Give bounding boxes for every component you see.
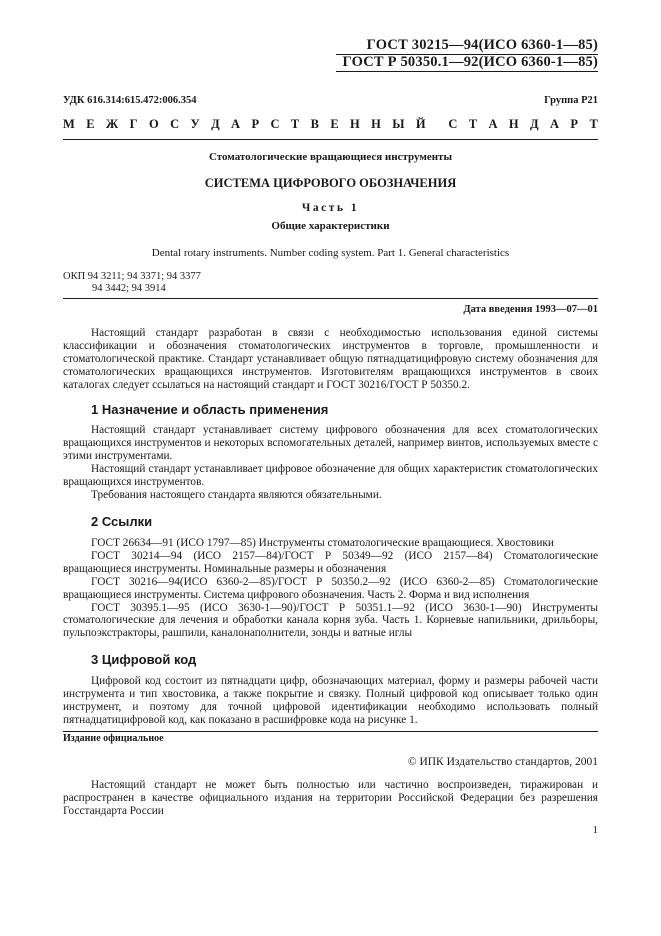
banner-letter: В bbox=[310, 117, 319, 131]
reproduction-notice bbox=[63, 779, 598, 818]
banner-letter: О bbox=[148, 117, 159, 131]
banner-letter: Д bbox=[211, 117, 220, 131]
official-edition-label: Издание официальное bbox=[63, 733, 164, 744]
classification-row bbox=[63, 95, 598, 106]
section-1-paragraph: Настоящий стандарт устанавливает систему цифрового обозначения для всех стоматологических вращающихся инструментов и некоторых вспомогательных деталей, например винтов, используемых вместе с этими инструментами. bbox=[63, 424, 598, 462]
effective-date: Дата введения 1993—07—01 bbox=[463, 304, 598, 315]
banner-letter: А bbox=[231, 117, 241, 131]
banner-letter: М bbox=[63, 117, 75, 131]
english-title: Dental rotary instruments. Number coding system. Part 1. General characteristics bbox=[151, 247, 510, 259]
part-number: Часть 1 bbox=[301, 202, 360, 214]
banner-letter: Ж bbox=[105, 117, 119, 131]
banner-letter: А bbox=[550, 117, 560, 131]
reproduction-paragraph: Настоящий стандарт не может быть полностью или частично воспроизведен, тиражирован и распространен в качестве официального издания на территории Российской Федерации без разрешения Госстандарта России bbox=[63, 779, 598, 817]
introduction bbox=[63, 327, 598, 392]
okp-codes bbox=[63, 271, 201, 295]
banner-letter: С bbox=[170, 117, 180, 131]
banner-letter: Т bbox=[589, 117, 598, 131]
banner-letter: Н bbox=[371, 117, 381, 131]
banner-letter: Е bbox=[86, 117, 95, 131]
standard-code-secondary: ГОСТ Р 50350.1—92(ИСО 6360-1—85) bbox=[342, 54, 598, 70]
banner-letter: Д bbox=[530, 117, 539, 131]
banner-letter: Е bbox=[330, 117, 339, 131]
okp-line-2: 94 3442; 94 3914 bbox=[92, 283, 166, 294]
banner-letter: Ы bbox=[392, 117, 405, 131]
reference-item: ГОСТ 30214—94 (ИСО 2157—84)/ГОСТ Р 50349—92 (ИСО 2157—84) Стоматологические вращающиеся инструменты. Номинальные размеры и обозначения bbox=[63, 549, 598, 575]
section-1-body bbox=[63, 424, 598, 501]
standard-code-rule bbox=[336, 54, 598, 55]
banner-letter: С bbox=[448, 117, 458, 131]
standard-code-primary: ГОСТ 30215—94(ИСО 6360-1—85) bbox=[366, 37, 598, 53]
section-3-body bbox=[63, 675, 598, 727]
date-rule bbox=[63, 298, 598, 299]
reference-item: ГОСТ 26634—91 (ИСО 1797—85) Инструменты стоматологические вращающиеся. Хвостовики bbox=[91, 537, 554, 549]
section-1-paragraph: Настоящий стандарт устанавливает цифровое обозначение для общих характеристик стоматологических вращающихся инструментов. bbox=[63, 462, 598, 488]
official-rule bbox=[63, 731, 598, 732]
banner-letter: Т bbox=[290, 117, 300, 131]
banner-letter: Г bbox=[129, 117, 138, 131]
banner-letter: Т bbox=[468, 117, 478, 131]
banner-letter: Р bbox=[570, 117, 579, 131]
standard-code-rule bbox=[336, 71, 598, 72]
section-3-paragraph: Цифровой код состоит из пятнадцати цифр, обозначающих материал, форму и размеры рабочей части инструмента и тип хвостовика, а также покрытие и связку. Полный цифровой код описывает только один инструмент, и поэтому для точной цифровой идентификации необходимо использовать полный пятнадцатицифровой код, как показано в расшифровке кода на рисунке 1. bbox=[63, 675, 598, 726]
group-code: Группа Р21 bbox=[544, 95, 598, 106]
section-2-body bbox=[63, 537, 598, 640]
banner-letter: С bbox=[270, 117, 280, 131]
banner-rule bbox=[63, 139, 598, 140]
banner-letter: Р bbox=[251, 117, 260, 131]
document-subject: Стоматологические вращающиеся инструменты bbox=[208, 151, 453, 163]
udk-code: УДК 616.314:615.472:006.354 bbox=[63, 95, 197, 106]
banner-letter: У bbox=[190, 117, 200, 131]
okp-line-1: ОКП 94 3211; 94 3371; 94 3377 bbox=[63, 271, 201, 282]
copyright-notice: © ИПК Издательство стандартов, 2001 bbox=[407, 756, 598, 768]
section-1-heading: 1 Назначение и область применения bbox=[91, 402, 329, 417]
banner-letter: Й bbox=[415, 117, 426, 131]
page-number: 1 bbox=[592, 824, 598, 836]
document-title: СИСТЕМА ЦИФРОВОГО ОБОЗНАЧЕНИЯ bbox=[204, 176, 457, 190]
reference-item: ГОСТ 30216—94(ИСО 6360-2—85)/ГОСТ Р 50350.2—92 (ИСО 6360-2—85) Стоматологические вращающиеся инструменты. Система цифрового обозначения. Часть 2. Форма и вид исполнения bbox=[63, 575, 598, 601]
interstate-standard-banner bbox=[63, 117, 598, 132]
banner-letter: А bbox=[488, 117, 498, 131]
section-1-paragraph: Требования настоящего стандарта являются обязательными. bbox=[91, 488, 382, 501]
introduction-paragraph: Настоящий стандарт разработан в связи с необходимостью использования единой системы классификации и обозначения стоматологических инструментов в торговле, промышленности и стоматологической практике. Стандарт устанавливает общую пятнадцатицифровую систему обозначения для стоматологических вращающихся инструментов. Изготовителям вращающихся инструментов в своих каталогах следует ссылаться на настоящий стандарт и ГОСТ 30216/ГОСТ Р 50350.2. bbox=[63, 327, 598, 391]
part-title: Общие характеристики bbox=[271, 220, 390, 232]
section-2-heading: 2 Ссылки bbox=[91, 514, 153, 529]
reference-item: ГОСТ 30395.1—95 (ИСО 3630-1—90)/ГОСТ Р 50351.1—92 (ИСО 3630-1—90) Инструменты стоматологические для лечения и обработки канала корня зуба. Часть 1. Корневые напильники, дрильборы, пульпоэкстракторы, рашпили, каналонаполнители, зонды и ватные иглы bbox=[63, 601, 598, 640]
banner-letter: Н bbox=[350, 117, 360, 131]
banner-letter: Н bbox=[508, 117, 519, 131]
section-3-heading: 3 Цифровой код bbox=[91, 652, 197, 667]
